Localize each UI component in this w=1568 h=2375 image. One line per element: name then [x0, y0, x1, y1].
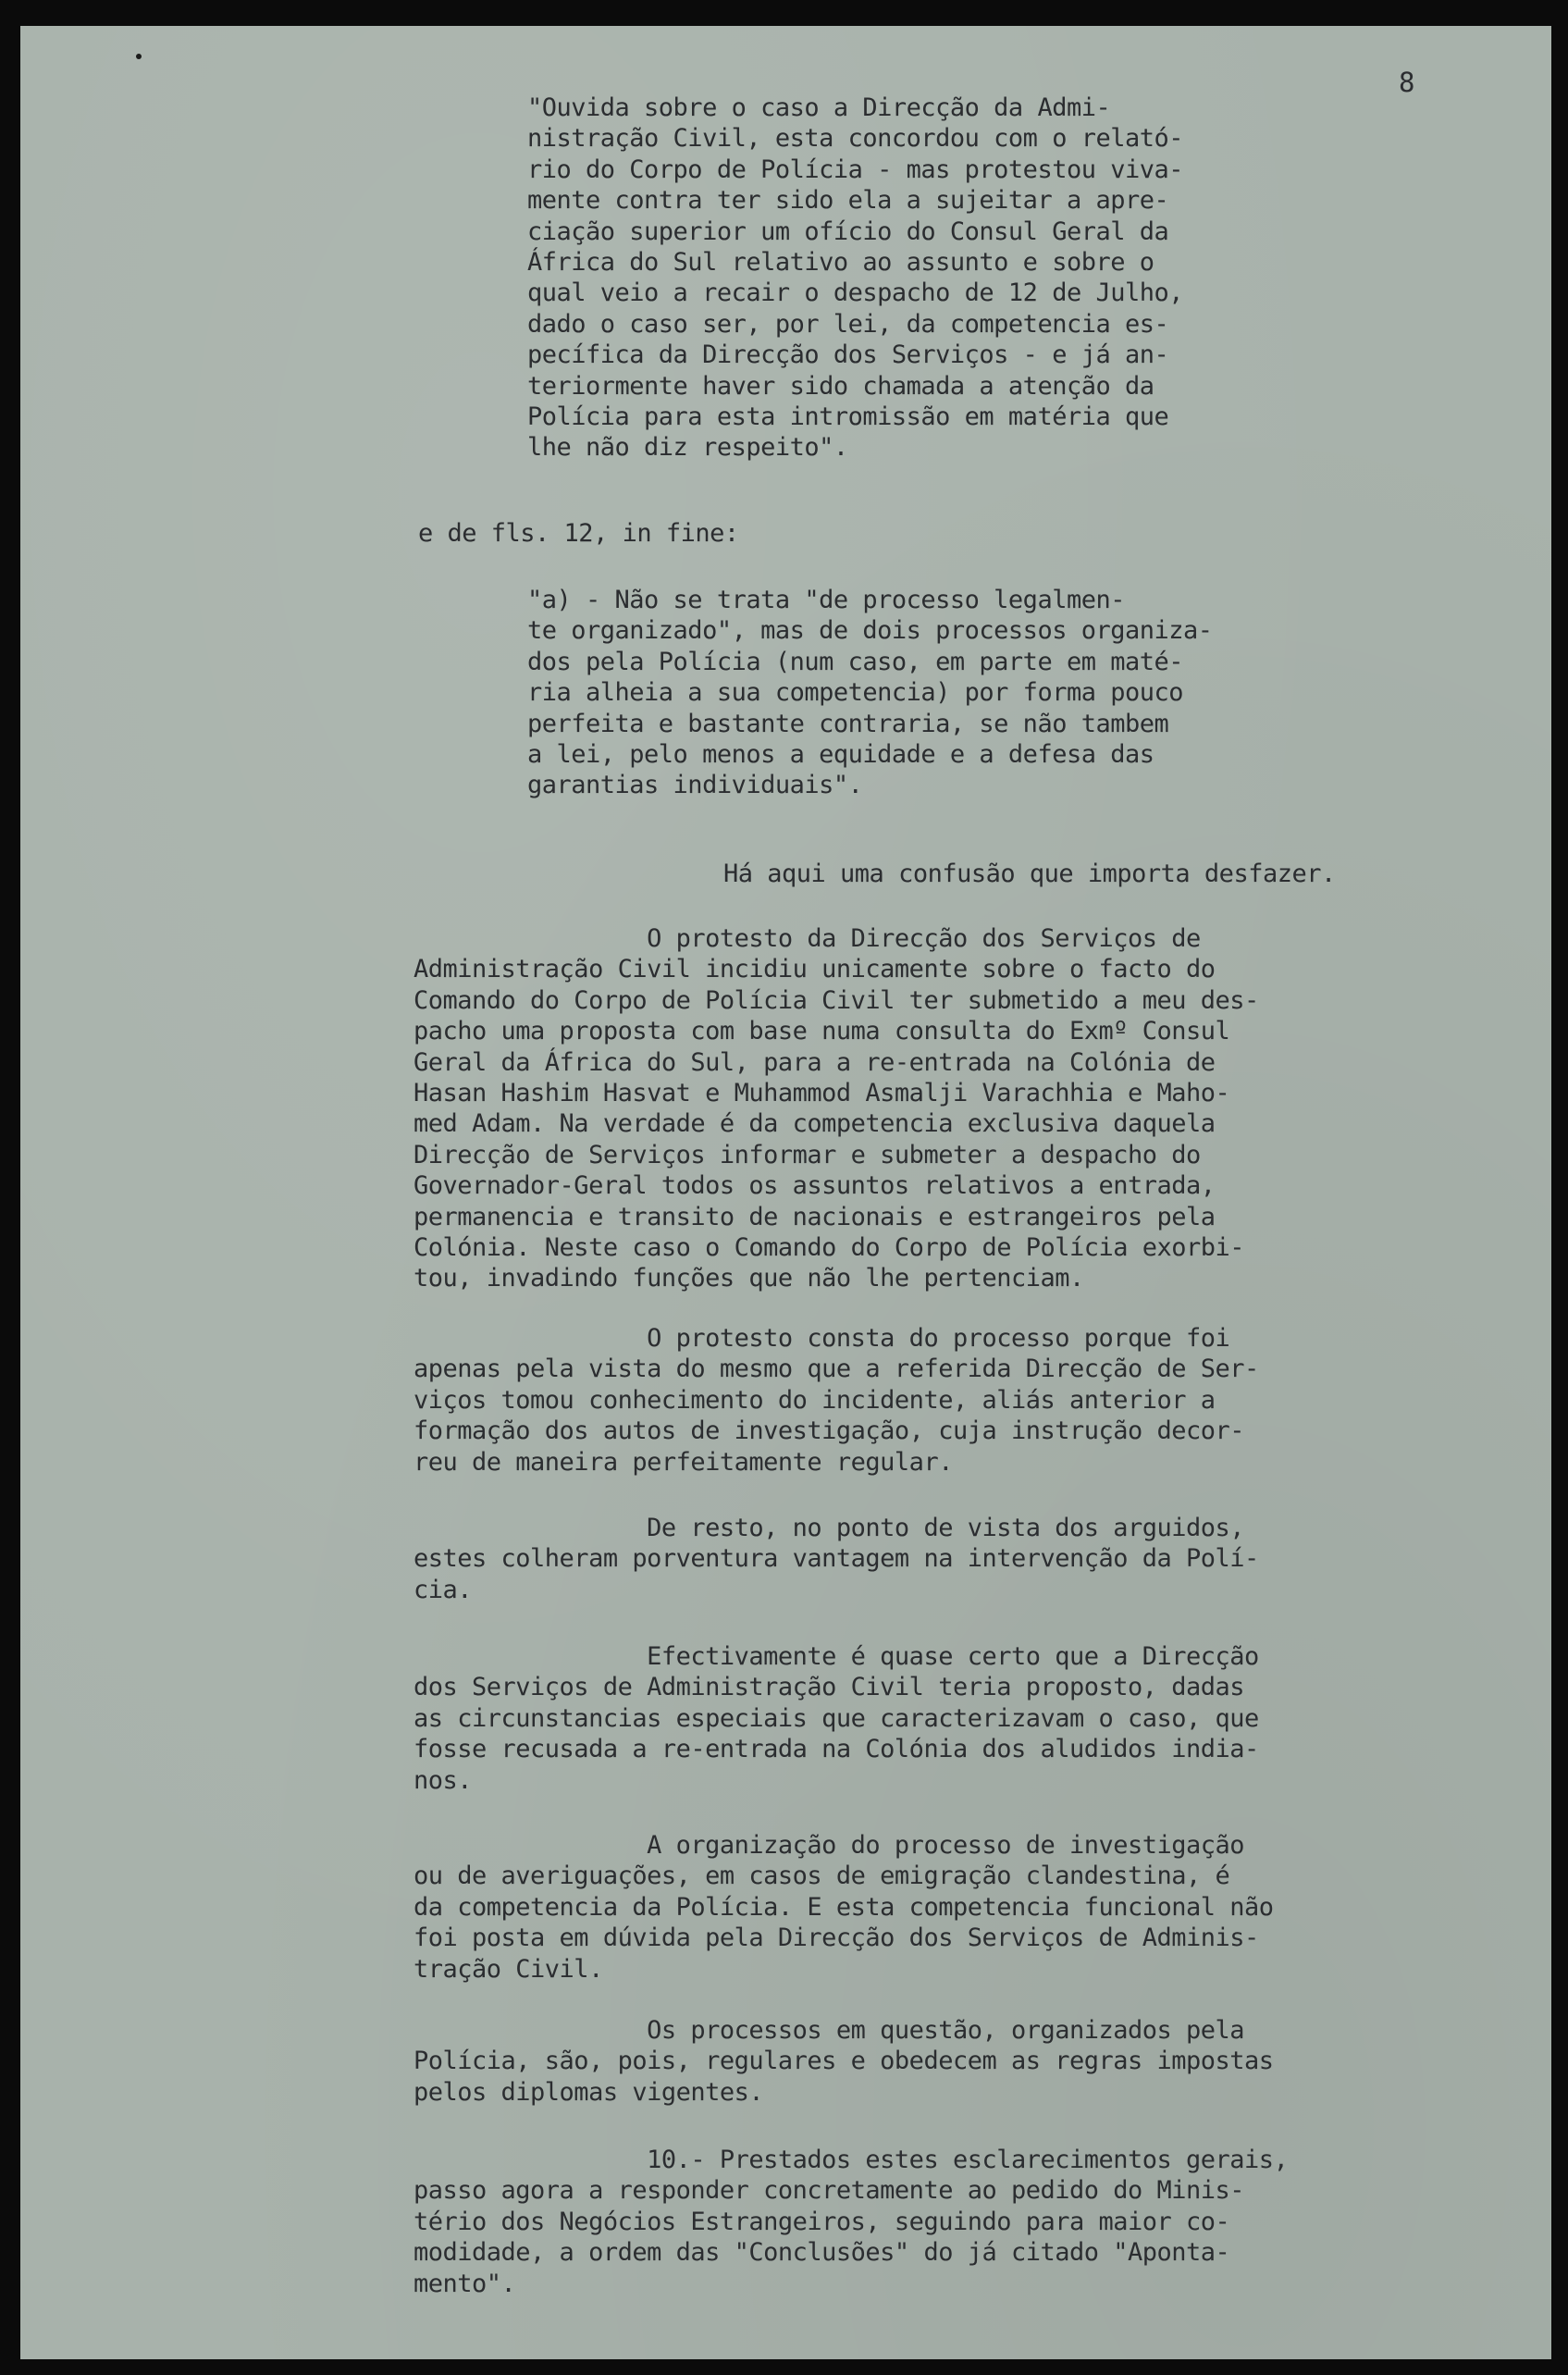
- text-line: fosse recusada a re-entrada na Colónia dos aludidos india-: [414, 1735, 1259, 1764]
- text-line: as circunstancias especiais que caracterizavam o caso, que: [414, 1703, 1259, 1733]
- text-line: te organizado", mas de dois processos organiza-: [527, 616, 1213, 646]
- text-line: modidade, a ordem das "Conclusões" do já citado "Aponta-: [414, 2238, 1230, 2268]
- text-line: África do Sul relativo ao assunto e sobre o: [527, 248, 1154, 278]
- text-line: pelos diplomas vigentes.: [414, 2077, 764, 2107]
- text-line: tério dos Negócios Estrangeiros, seguindo para maior co-: [414, 2207, 1230, 2236]
- text-line: a lei, pelo menos a equidade e a defesa das: [527, 740, 1154, 770]
- text-line: lhe não diz respeito".: [527, 433, 848, 463]
- paragraph-processos: [414, 2015, 1274, 2108]
- text-line: teriormente haver sido chamada a atenção da: [527, 371, 1154, 401]
- text-line: Colónia. Neste caso o Comando do Corpo de Polícia exorbi-: [414, 1233, 1245, 1263]
- text-line: da competencia da Polícia. E esta competencia funcional não: [414, 1892, 1274, 1922]
- text-line: cia.: [414, 1575, 473, 1604]
- text-line: A organização do processo de investigação: [414, 1831, 1245, 1860]
- paragraph-protesto-consta: [414, 1323, 1259, 1478]
- text-line: dos pela Polícia (num caso, em parte em maté-: [527, 647, 1183, 676]
- text-line: apenas pela vista do mesmo que a referida Direcção de Ser-: [414, 1354, 1259, 1384]
- text-line: Direcção de Serviços informar e submeter a despacho do: [414, 1140, 1201, 1169]
- text-line: estes colheram porventura vantagem na intervenção da Polí-: [414, 1544, 1259, 1574]
- text-line: Geral da África do Sul, para a re-entrada na Colónia de: [414, 1047, 1216, 1077]
- text-line: perfeita e bastante contraria, se não tambem: [527, 709, 1169, 738]
- text-line: "a) - Não se trata "de processo legalmen-: [527, 586, 1125, 614]
- text-line: Polícia para esta intromissão em matéria que: [527, 402, 1169, 432]
- paragraph-item-10: [414, 2145, 1288, 2299]
- text-line: Hasan Hashim Hasvat e Muhammod Asmalji Varachhia e Maho-: [414, 1079, 1230, 1108]
- text-line: qual veio a recair o despacho de 12 de Julho,: [527, 278, 1183, 308]
- text-line: foi posta em dúvida pela Direcção dos Serviços de Adminis-: [414, 1924, 1259, 1953]
- text-line: pecífica da Direcção dos Serviços - e já an-: [527, 340, 1169, 370]
- quote-block-1: [527, 93, 1183, 464]
- text-line: rio do Corpo de Polícia - mas protestou viva-: [527, 155, 1183, 184]
- text-line: "Ouvida sobre o caso a Direcção da Admi-: [527, 93, 1111, 122]
- text-line: tração Civil.: [414, 1954, 603, 1984]
- text-line: garantias individuais".: [527, 771, 863, 800]
- text-line: ou de averiguações, em casos de emigração clandestina, é: [414, 1862, 1230, 1891]
- text-line: Polícia, são, pois, regulares e obedecem as regras impostas: [414, 2047, 1274, 2076]
- text-line: O protesto consta do processo porque foi: [414, 1324, 1230, 1353]
- text-line: De resto, no ponto de vista dos arguidos,: [414, 1514, 1245, 1542]
- text-line: ria alheia a sua competencia) por forma pouco: [527, 678, 1183, 708]
- page-number: 8: [1399, 67, 1415, 98]
- text-line: med Adam. Na verdade é da competencia exclusiva daquela: [414, 1109, 1216, 1139]
- text-line: Administração Civil incidiu unicamente sobre o facto do: [414, 955, 1216, 984]
- text-line: dos Serviços de Administração Civil teria proposto, dadas: [414, 1673, 1245, 1702]
- paragraph-efectivamente: [414, 1641, 1259, 1796]
- text-line: 10.- Prestados estes esclarecimentos gerais,: [414, 2146, 1289, 2174]
- quote-intro: e de fls. 12, in fine:: [418, 519, 739, 548]
- text-line: permanencia e transito de nacionais e estrangeiros pela: [414, 1202, 1216, 1231]
- text-line: nistração Civil, esta concordou com o relató-: [527, 124, 1183, 154]
- quote-block-2: [527, 585, 1213, 801]
- document-page: [20, 26, 1551, 2359]
- text-line: nos.: [414, 1765, 473, 1795]
- paragraph-de-resto: [414, 1513, 1259, 1605]
- text-line: Efectivamente é quase certo que a Direcção: [414, 1642, 1259, 1671]
- text-line: passo agora a responder concretamente ao pedido do Minis-: [414, 2176, 1245, 2206]
- text-line: mento".: [414, 2269, 516, 2298]
- text-line: Governador-Geral todos os assuntos relativos a entrada,: [414, 1171, 1216, 1201]
- text-line: dado o caso ser, por lei, da competencia es-: [527, 309, 1169, 339]
- text-line: mente contra ter sido ela a sujeitar a apre-: [527, 186, 1169, 216]
- text-line: reu de maneira perfeitamente regular.: [414, 1447, 953, 1477]
- paragraph-confusao: Há aqui uma confusão que importa desfazer.: [723, 860, 1336, 888]
- punch-mark: [136, 54, 142, 59]
- text-line: viços tomou conhecimento do incidente, aliás anterior a: [414, 1385, 1216, 1415]
- paragraph-organizacao: [414, 1830, 1274, 1985]
- text-line: pacho uma proposta com base numa consulta do Exmº Consul: [414, 1017, 1230, 1046]
- paragraph-protesto: [414, 923, 1259, 1294]
- text-line: tou, invadindo funções que não lhe pertenciam.: [414, 1264, 1084, 1293]
- text-line: Os processos em questão, organizados pela: [414, 2016, 1245, 2045]
- text-line: formação dos autos de investigação, cuja instrução decor-: [414, 1416, 1245, 1446]
- text-line: Comando do Corpo de Polícia Civil ter submetido a meu des-: [414, 985, 1259, 1015]
- text-line: O protesto da Direcção dos Serviços de: [414, 924, 1201, 953]
- text-line: ciação superior um ofício do Consul Geral da: [527, 216, 1169, 246]
